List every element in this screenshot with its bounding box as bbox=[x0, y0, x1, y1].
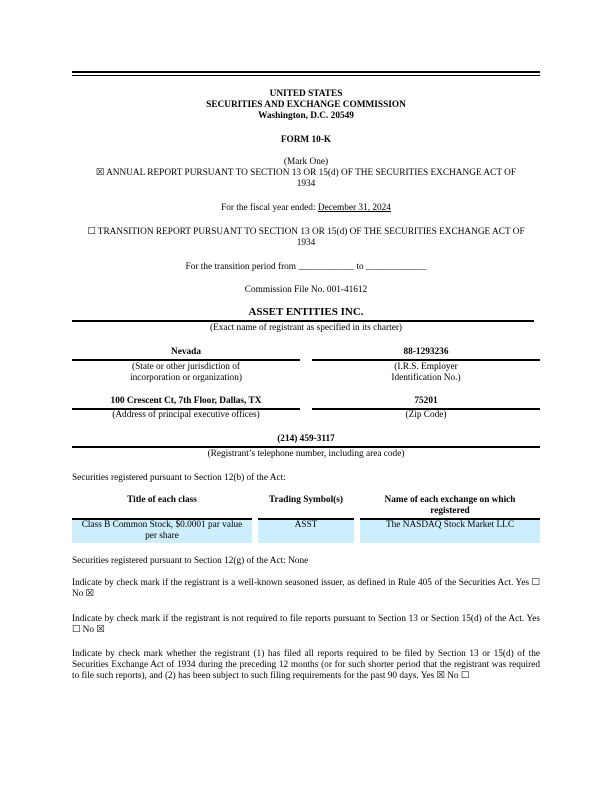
header-washington: Washington, D.C. 20549 bbox=[258, 111, 354, 121]
top-rule-thin bbox=[72, 75, 540, 76]
registrant-name: ASSET ENTITIES INC. bbox=[248, 306, 364, 318]
annual-report-line2: 1934 bbox=[296, 179, 316, 189]
header-sec: SECURITIES AND EXCHANGE COMMISSION bbox=[206, 100, 406, 110]
fiscal-year-value: December 31, 2024 bbox=[317, 203, 391, 213]
registrant-address: 100 Crescent Ct, 7th Floor, Dallas, TX bbox=[110, 396, 262, 406]
header-united-states: UNITED STATES bbox=[269, 89, 343, 99]
phone-caption: (Registrant’s telephone number, including area code) bbox=[207, 449, 405, 459]
mark-one: (Mark One) bbox=[283, 157, 329, 167]
fiscal-year-label: For the fiscal year ended: bbox=[221, 203, 316, 213]
question-well-known-seasoned-issuer: Indicate by check mark if the registrant is a well-known seasoned issuer, as defined in Rule 405 of the Securities Act. Yes ☐ No ☒ bbox=[72, 578, 540, 600]
table-row-title-line2: per share bbox=[145, 531, 179, 541]
registrant-state: Nevada bbox=[171, 347, 201, 357]
fiscal-year bbox=[0, 203, 612, 214]
ein-caption-line1: (I.R.S. Employer bbox=[394, 362, 458, 372]
state-rule bbox=[72, 359, 300, 361]
registrant-name-caption: (Exact name of registrant as specified in its charter) bbox=[209, 323, 403, 333]
registrant-zip: 75201 bbox=[414, 396, 438, 406]
phone-rule bbox=[72, 446, 540, 448]
question-not-required-to-file: Indicate by check mark if the registrant is not required to file reports pursuant to Section 13 or Section 15(d) of the Act. Yes ☐ No ☒ bbox=[72, 614, 540, 636]
section-12g-label: Securities registered pursuant to Section 12(g) of the Act: None bbox=[72, 556, 309, 566]
table-header-exchange-line2: registered bbox=[430, 506, 470, 516]
commission-file-number: Commission File No. 001-41612 bbox=[244, 285, 368, 295]
registrant-phone: (214) 459-3117 bbox=[277, 434, 335, 444]
state-caption-line2: incorporation or organization) bbox=[130, 373, 242, 383]
table-header-title: Title of each class bbox=[127, 495, 197, 505]
zip-caption: (Zip Code) bbox=[405, 410, 447, 420]
section-12b-label: Securities registered pursuant to Section 12(b) of the Act: bbox=[72, 473, 286, 483]
top-rule-thick bbox=[72, 71, 540, 73]
ein-rule bbox=[312, 359, 540, 361]
registrant-ein: 88-1293236 bbox=[403, 347, 449, 357]
table-header-symbol: Trading Symbol(s) bbox=[269, 495, 343, 505]
table-row-title-line1: Class B Common Stock, $0.0001 par value bbox=[81, 520, 243, 530]
table-row-exchange: The NASDAQ Stock Market LLC bbox=[385, 520, 515, 530]
question-filed-all-reports: Indicate by check mark whether the registrant (1) has filed all reports required to be filed by Section 13 or 15(d) of the Securities Exchange Act of 1934 during the preceding 12 months (or for such shorter period that the registrant was required to file such reports), and (2) has been subject to such filing requirements for the past 90 days. Yes ☒ No ☐ bbox=[72, 649, 540, 682]
state-caption-line1: (State or other jurisdiction of bbox=[132, 362, 240, 372]
annual-report-line1: ☒ ANNUAL REPORT PURSUANT TO SECTION 13 OR 15(d) OF THE SECURITIES EXCHANGE ACT OF bbox=[95, 168, 517, 178]
transition-report-line1: ☐ TRANSITION REPORT PURSUANT TO SECTION 13 OR 15(d) OF THE SECURITIES EXCHANGE ACT OF bbox=[87, 227, 525, 237]
table-row-symbol: ASST bbox=[294, 520, 318, 530]
form-title: FORM 10-K bbox=[280, 135, 332, 145]
ein-caption-line2: Identification No.) bbox=[391, 373, 461, 383]
address-caption: (Address of principal executive offices) bbox=[112, 410, 260, 420]
transition-report-line2: 1934 bbox=[296, 238, 316, 248]
registrant-name-rule bbox=[72, 320, 534, 322]
transition-period: For the transition period from ____________ to _____________ bbox=[185, 262, 427, 272]
table-header-exchange-line1: Name of each exchange on which bbox=[384, 495, 516, 505]
